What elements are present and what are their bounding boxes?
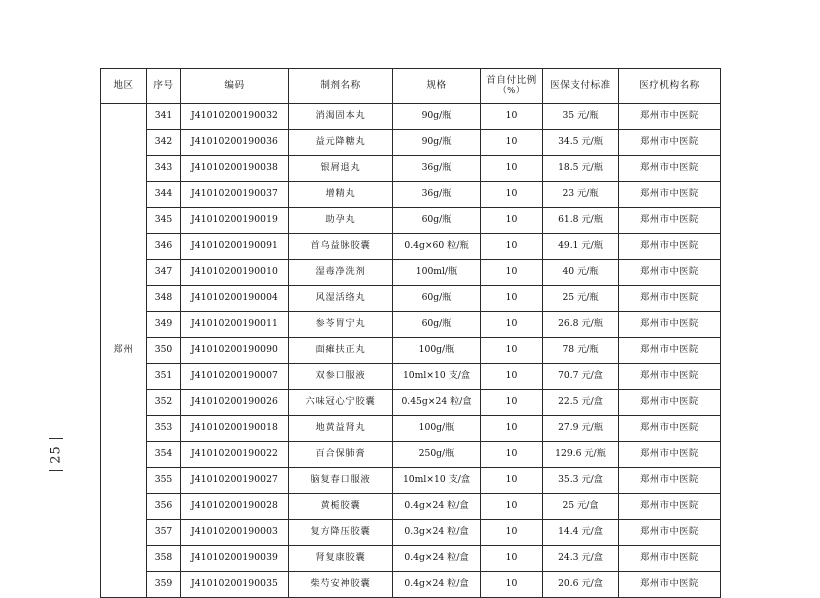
cell-name: 风湿活络丸 xyxy=(289,286,393,312)
cell-code: J41010200190003 xyxy=(181,520,289,546)
cell-org: 郑州市中医院 xyxy=(619,182,721,208)
cell-code: J41010200190027 xyxy=(181,468,289,494)
cell-seq: 352 xyxy=(147,390,181,416)
column-header-org: 医疗机构名称 xyxy=(619,69,721,104)
cell-payment: 24.3 元/盒 xyxy=(543,546,619,572)
cell-spec: 0.3g×24 粒/盒 xyxy=(393,520,481,546)
cell-ratio: 10 xyxy=(481,390,543,416)
cell-name: 首乌益脉胶囊 xyxy=(289,234,393,260)
cell-ratio: 10 xyxy=(481,520,543,546)
cell-name: 复方降压胶囊 xyxy=(289,520,393,546)
cell-payment: 34.5 元/瓶 xyxy=(543,130,619,156)
cell-org: 郑州市中医院 xyxy=(619,572,721,598)
cell-seq: 345 xyxy=(147,208,181,234)
table-row xyxy=(101,312,721,338)
cell-ratio: 10 xyxy=(481,104,543,130)
table-row xyxy=(101,260,721,286)
cell-spec: 250g/瓶 xyxy=(393,442,481,468)
cell-spec: 60g/瓶 xyxy=(393,312,481,338)
cell-seq: 347 xyxy=(147,260,181,286)
table-row xyxy=(101,364,721,390)
cell-org: 郑州市中医院 xyxy=(619,390,721,416)
cell-spec: 36g/瓶 xyxy=(393,182,481,208)
cell-code: J41010200190037 xyxy=(181,182,289,208)
cell-name: 双参口服液 xyxy=(289,364,393,390)
cell-seq: 349 xyxy=(147,312,181,338)
cell-payment: 14.4 元/盒 xyxy=(543,520,619,546)
preparation-table-container xyxy=(100,68,720,598)
cell-code: J41010200190038 xyxy=(181,156,289,182)
cell-name: 消渴固本丸 xyxy=(289,104,393,130)
cell-ratio: 10 xyxy=(481,338,543,364)
cell-ratio: 10 xyxy=(481,416,543,442)
cell-name: 黄栀胶囊 xyxy=(289,494,393,520)
table-row xyxy=(101,442,721,468)
cell-payment: 49.1 元/瓶 xyxy=(543,234,619,260)
cell-payment: 78 元/瓶 xyxy=(543,338,619,364)
cell-code: J41010200190036 xyxy=(181,130,289,156)
cell-payment: 129.6 元/瓶 xyxy=(543,442,619,468)
cell-name: 银屑退丸 xyxy=(289,156,393,182)
cell-ratio: 10 xyxy=(481,156,543,182)
cell-org: 郑州市中医院 xyxy=(619,520,721,546)
cell-org: 郑州市中医院 xyxy=(619,468,721,494)
page-number-value: 25 xyxy=(48,445,64,464)
cell-seq: 342 xyxy=(147,130,181,156)
cell-code: J41010200190090 xyxy=(181,338,289,364)
cell-payment: 27.9 元/瓶 xyxy=(543,416,619,442)
cell-org: 郑州市中医院 xyxy=(619,208,721,234)
cell-code: J41010200190011 xyxy=(181,312,289,338)
cell-org: 郑州市中医院 xyxy=(619,130,721,156)
cell-seq: 353 xyxy=(147,416,181,442)
cell-ratio: 10 xyxy=(481,572,543,598)
cell-spec: 0.4g×24 粒/盒 xyxy=(393,494,481,520)
cell-spec: 60g/瓶 xyxy=(393,286,481,312)
cell-region: 郑州 xyxy=(101,104,147,598)
cell-name: 参苓胃宁丸 xyxy=(289,312,393,338)
cell-spec: 90g/瓶 xyxy=(393,104,481,130)
cell-spec: 60g/瓶 xyxy=(393,208,481,234)
cell-spec: 0.4g×24 粒/盒 xyxy=(393,572,481,598)
cell-payment: 20.6 元/盒 xyxy=(543,572,619,598)
table-row xyxy=(101,546,721,572)
cell-ratio: 10 xyxy=(481,234,543,260)
cell-code: J41010200190018 xyxy=(181,416,289,442)
cell-seq: 357 xyxy=(147,520,181,546)
cell-org: 郑州市中医院 xyxy=(619,312,721,338)
table-row xyxy=(101,208,721,234)
cell-payment: 35.3 元/盒 xyxy=(543,468,619,494)
cell-org: 郑州市中医院 xyxy=(619,234,721,260)
column-header-payment: 医保支付标准 xyxy=(543,69,619,104)
column-header-ratio-main: 首自付比例 xyxy=(486,75,537,87)
cell-ratio: 10 xyxy=(481,494,543,520)
cell-name: 百合保肺膏 xyxy=(289,442,393,468)
cell-seq: 343 xyxy=(147,156,181,182)
cell-org: 郑州市中医院 xyxy=(619,546,721,572)
cell-name: 六味冠心宁胶囊 xyxy=(289,390,393,416)
cell-payment: 26.8 元/瓶 xyxy=(543,312,619,338)
cell-org: 郑州市中医院 xyxy=(619,494,721,520)
table-row xyxy=(101,468,721,494)
cell-name: 脑复春口服液 xyxy=(289,468,393,494)
cell-name: 肾复康胶囊 xyxy=(289,546,393,572)
table-row xyxy=(101,156,721,182)
cell-seq: 358 xyxy=(147,546,181,572)
cell-spec: 10ml×10 支/盒 xyxy=(393,468,481,494)
cell-code: J41010200190026 xyxy=(181,390,289,416)
cell-payment: 23 元/瓶 xyxy=(543,182,619,208)
table-row xyxy=(101,572,721,598)
cell-seq: 356 xyxy=(147,494,181,520)
cell-seq: 355 xyxy=(147,468,181,494)
table-row xyxy=(101,286,721,312)
column-header-ratio xyxy=(481,69,543,104)
cell-spec: 0.45g×24 粒/盒 xyxy=(393,390,481,416)
cell-payment: 22.5 元/盒 xyxy=(543,390,619,416)
cell-ratio: 10 xyxy=(481,260,543,286)
cell-spec: 90g/瓶 xyxy=(393,130,481,156)
cell-payment: 25 元/盒 xyxy=(543,494,619,520)
cell-ratio: 10 xyxy=(481,286,543,312)
cell-name: 助孕丸 xyxy=(289,208,393,234)
cell-seq: 354 xyxy=(147,442,181,468)
cell-spec: 10ml×10 支/盒 xyxy=(393,364,481,390)
table-row xyxy=(101,416,721,442)
cell-code: J41010200190039 xyxy=(181,546,289,572)
cell-spec: 100ml/瓶 xyxy=(393,260,481,286)
cell-org: 郑州市中医院 xyxy=(619,338,721,364)
cell-spec: 100g/瓶 xyxy=(393,338,481,364)
cell-code: J41010200190019 xyxy=(181,208,289,234)
cell-ratio: 10 xyxy=(481,312,543,338)
table-row xyxy=(101,182,721,208)
cell-name: 益元降糖丸 xyxy=(289,130,393,156)
cell-ratio: 10 xyxy=(481,442,543,468)
cell-seq: 341 xyxy=(147,104,181,130)
cell-org: 郑州市中医院 xyxy=(619,364,721,390)
cell-ratio: 10 xyxy=(481,182,543,208)
cell-org: 郑州市中医院 xyxy=(619,156,721,182)
cell-spec: 100g/瓶 xyxy=(393,416,481,442)
table-row xyxy=(101,338,721,364)
cell-name: 湿毒净洗剂 xyxy=(289,260,393,286)
column-header-ratio-unit: （%） xyxy=(498,86,525,97)
column-header-spec: 规格 xyxy=(393,69,481,104)
cell-seq: 350 xyxy=(147,338,181,364)
table-row xyxy=(101,494,721,520)
cell-payment: 40 元/瓶 xyxy=(543,260,619,286)
cell-seq: 351 xyxy=(147,364,181,390)
column-header-seq: 序号 xyxy=(147,69,181,104)
table-row xyxy=(101,390,721,416)
column-header-code: 编码 xyxy=(181,69,289,104)
cell-code: J41010200190022 xyxy=(181,442,289,468)
cell-org: 郑州市中医院 xyxy=(619,286,721,312)
cell-ratio: 10 xyxy=(481,130,543,156)
cell-payment: 25 元/瓶 xyxy=(543,286,619,312)
cell-code: J41010200190032 xyxy=(181,104,289,130)
cell-org: 郑州市中医院 xyxy=(619,416,721,442)
column-header-region: 地区 xyxy=(101,69,147,104)
cell-code: J41010200190007 xyxy=(181,364,289,390)
cell-code: J41010200190028 xyxy=(181,494,289,520)
cell-code: J41010200190010 xyxy=(181,260,289,286)
cell-org: 郑州市中医院 xyxy=(619,104,721,130)
cell-seq: 359 xyxy=(147,572,181,598)
cell-org: 郑州市中医院 xyxy=(619,442,721,468)
cell-ratio: 10 xyxy=(481,468,543,494)
table-row xyxy=(101,104,721,130)
cell-seq: 346 xyxy=(147,234,181,260)
cell-name: 面瘫扶正丸 xyxy=(289,338,393,364)
cell-name: 地黄益肾丸 xyxy=(289,416,393,442)
cell-ratio: 10 xyxy=(481,208,543,234)
preparation-table xyxy=(100,68,721,598)
table-header-row xyxy=(101,69,721,104)
cell-code: J41010200190091 xyxy=(181,234,289,260)
cell-spec: 36g/瓶 xyxy=(393,156,481,182)
cell-payment: 35 元/瓶 xyxy=(543,104,619,130)
table-row xyxy=(101,520,721,546)
cell-seq: 344 xyxy=(147,182,181,208)
cell-ratio: 10 xyxy=(481,546,543,572)
cell-name: 增精丸 xyxy=(289,182,393,208)
table-row xyxy=(101,234,721,260)
cell-payment: 18.5 元/瓶 xyxy=(543,156,619,182)
cell-payment: 70.7 元/盒 xyxy=(543,364,619,390)
cell-name: 柴芍安神胶囊 xyxy=(289,572,393,598)
cell-seq: 348 xyxy=(147,286,181,312)
cell-ratio: 10 xyxy=(481,364,543,390)
cell-code: J41010200190004 xyxy=(181,286,289,312)
cell-payment: 61.8 元/瓶 xyxy=(543,208,619,234)
cell-org: 郑州市中医院 xyxy=(619,260,721,286)
cell-spec: 0.4g×60 粒/瓶 xyxy=(393,234,481,260)
cell-code: J41010200190035 xyxy=(181,572,289,598)
column-header-name: 制剂名称 xyxy=(289,69,393,104)
page-number xyxy=(36,430,76,479)
cell-spec: 0.4g×24 粒/盒 xyxy=(393,546,481,572)
table-row xyxy=(101,130,721,156)
table-body xyxy=(101,104,721,598)
